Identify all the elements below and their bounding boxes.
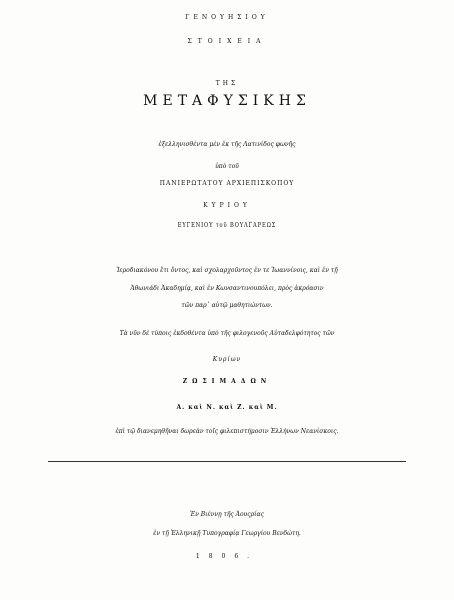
family-initials: Α. καὶ Ν. καὶ Ζ. καὶ Μ.	[176, 404, 278, 411]
imprint-place: Ἐν Βιέννῃ τῆς Ἀουςρίας	[190, 511, 264, 518]
description-line-3: τῶν παρ᾽ αὐτῷ μαθητιώντων.	[181, 302, 273, 309]
family-name: ΖΩΣΙΜΑΔΩΝ	[182, 378, 272, 385]
imprint-printer: ἐν τῇ Ἑλληνικῇ Τυπογραφίᾳ Γεωργίου Βενδώτη.	[153, 530, 301, 537]
lord-title: ΚΥΡΙΟΥ	[203, 202, 251, 209]
translation-note: ἐξελληνισθέντα μὲν ἐκ τῆς Λατινίδος φωνῆς	[158, 141, 296, 148]
publication-line-1: Τὰ νῦν δὲ τύποις ἐκδοθέντα ὑπὸ τῆς φιλογενοῦς Αὐταδελφότητος τῶν	[119, 330, 335, 337]
by-word: ὑπὸ τοῦ	[215, 163, 239, 170]
divider-rule	[48, 461, 406, 462]
author-name: ΓΕΝΟΥΗΣΙΟΥ	[185, 14, 269, 21]
description-line-1: Ἱεροδιακόνου ἔτι ὄντος, καὶ σχολαρχοῦντος ἐν τε Ἰωαννίνοις, καὶ ἐν τῇ	[116, 267, 338, 274]
imprint-year: 1806.	[195, 553, 259, 560]
title-subject: ΜΕΤΑΦΥΣΙΚΗΣ	[143, 93, 311, 109]
prelate-title: ΠΑΝΙΕΡΩΤΑΤΟΥ ΑΡΧΙΕΠΙΣΚΟΠΟΥ	[159, 180, 295, 187]
lords-word: Κυρίων	[212, 356, 242, 363]
publication-line-2: ἐπὶ τῷ διανεμηθῆναι δωρεὰν τοῖς φιλεπιστήμοσιν Ἑλλήνων Νεανίσκοις.	[115, 428, 339, 435]
description-line-2: Ἀθωνιάδι Ἀκαδημίᾳ, καὶ ἐν Κωνσαντινουπόλει, πρὸς ἀκρόασιν	[130, 285, 324, 292]
title-main: ΣΤΟΙΧΕΙΑ	[187, 38, 267, 45]
title-article: ΤΗΣ	[215, 80, 239, 87]
translator-name: ΕΥΓΕΝΙΟΥ τοῦ ΒΟΥΛΓΑΡΕΩΣ	[177, 222, 277, 229]
